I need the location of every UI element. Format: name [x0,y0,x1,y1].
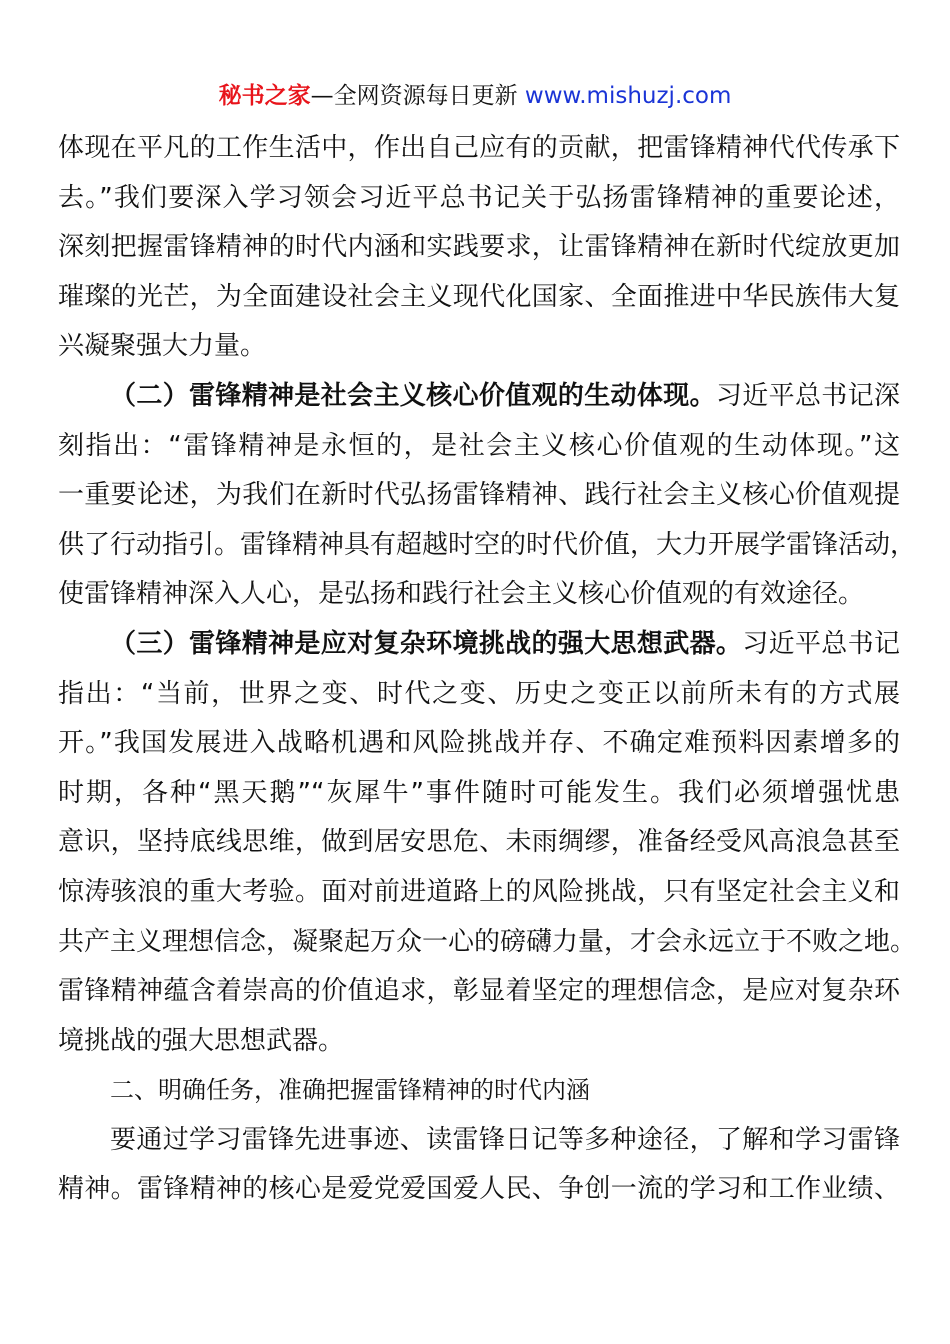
section-lead-line: （三）雷锋精神是应对复杂环境挑战的强大思想武器。习近平总书记 [110,628,900,659]
text-line: 璀璨的光芒，为全面建设社会主义现代化国家、全面推进中华民族伟大复 [58,281,900,312]
text-line: 使雷锋精神深入人心，是弘扬和践行社会主义核心价值观的有效途径。 [58,579,865,610]
section-heading-2: （二）雷锋精神是社会主义核心价值观的生动体现。 [110,380,716,411]
text-line: 体现在平凡的工作生活中，作出自己应有的贡献，把雷锋精神代代传承下 [58,133,900,163]
text-line: 意识，坚持底线思维，做到居安思危、未雨绸缪，准备经受风高浪急甚至 [58,827,900,858]
chapter-heading: 二、明确任务，准确把握雷锋精神的时代内涵 [110,1076,590,1105]
text-line: 雷锋精神蕴含着崇高的价值追求，彰显着坚定的理想信念，是应对复杂环 [58,976,900,1007]
site-header [0,78,950,114]
text-line: 共产主义理想信念，凝聚起万众一心的磅礴力量，才会永远立于不败之地。 [58,926,917,957]
text-line: 时期，各种“黑天鹅”“灰犀牛”事件随时可能发生。我们必须增强忧患 [58,777,900,808]
section-heading-3: （三）雷锋精神是应对复杂环境挑战的强大思想武器。 [110,628,743,659]
site-url-link[interactable]: www.mishuzj.com [524,83,732,109]
text-line: 惊涛骇浪的重大考验。面对前进道路上的风险挑战，只有坚定社会主义和 [58,876,900,907]
text-line: 精神。雷锋精神的核心是爱党爱国爱人民、争创一流的学习和工作业绩、 [58,1174,900,1205]
text-line: 刻指出：“雷锋精神是永恒的，是社会主义核心价值观的生动体现。”这 [58,430,900,461]
site-tagline: —全网资源每日更新 [310,83,518,109]
site-brand: 秘书之家 [218,83,311,109]
document-body [58,124,917,1215]
text-line: 深刻把握雷锋精神的时代内涵和实践要求，让雷锋精神在新时代绽放更加 [58,232,900,263]
text-line: 要通过学习雷锋先进事迹、读雷锋日记等多种途径，了解和学习雷锋 [110,1124,900,1155]
text-line: 供了行动指引。雷锋精神具有超越时空的时代价值，大力开展学雷锋活动， [58,529,917,560]
text-line: 一重要论述，为我们在新时代弘扬雷锋精神、践行社会主义核心价值观提 [58,480,900,511]
text-line: 兴凝聚强大力量。 [58,331,267,362]
section-lead-line: （二）雷锋精神是社会主义核心价值观的生动体现。习近平总书记深 [110,380,900,411]
text-line: 境挑战的强大思想武器。 [58,1025,345,1056]
text-line: 指出：“当前，世界之变、时代之变、历史之变正以前所未有的方式展 [58,678,900,709]
text-line: 去。”我们要深入学习领会习近平总书记关于弘扬雷锋精神的重要论述， [58,182,900,213]
text-line: 开。”我国发展进入战略机遇和风险挑战并存、不确定难预料因素增多的 [58,728,900,759]
